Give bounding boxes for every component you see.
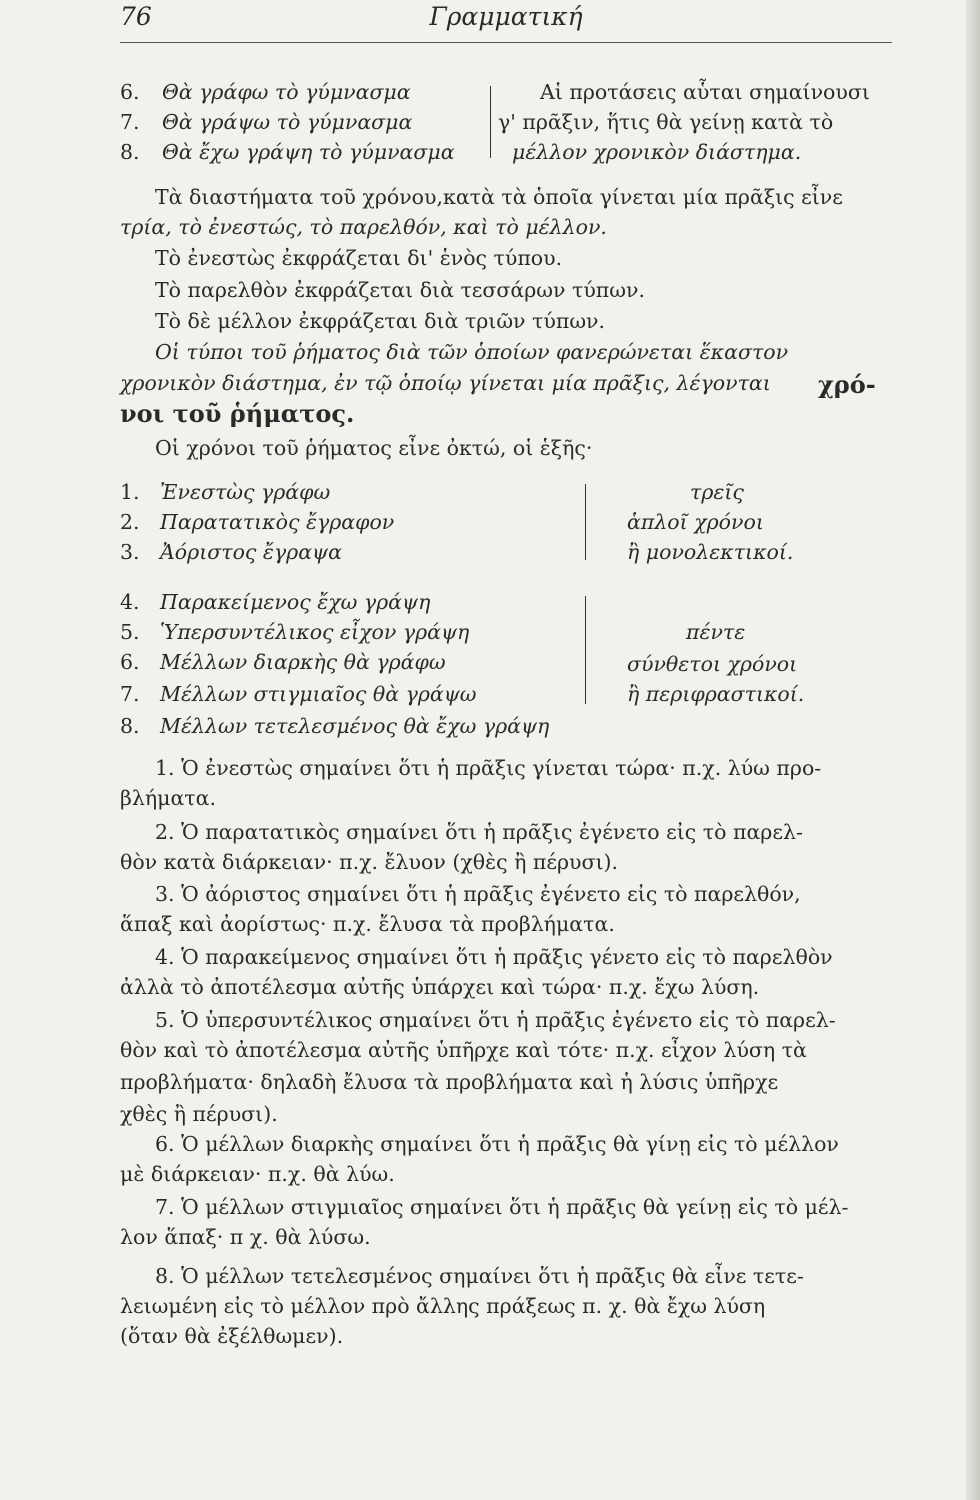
paragraph-line: Τὸ παρελθὸν ἐκφράζεται διὰ τεσσάρων τύπων. <box>155 278 645 302</box>
explanation-line: 6. Ὁ μέλλων διαρκὴς σημαίνει ὅτι ἡ πρᾶξις θὰ γίνῃ εἰς τὸ μέλλον <box>155 1132 839 1156</box>
tense-number: 8. <box>120 714 140 738</box>
term-bold: χρό- <box>818 370 876 399</box>
explanation-line: μὲ διάρκειαν· π.χ. θὰ λύω. <box>120 1162 395 1186</box>
page-number: 76 <box>120 2 152 31</box>
explanation-line: θὸν καὶ τὸ ἀποτέλεσμα αὐτῆς ὑπῆρχε καὶ τότε· π.χ. εἶχον λύση τὰ <box>120 1038 807 1062</box>
tense-number: 3. <box>120 540 140 564</box>
brace <box>490 86 491 158</box>
tense-number: 1. <box>120 480 140 504</box>
tenses-note-line: τρεῖς <box>690 480 744 504</box>
page-edge <box>966 0 980 1500</box>
explanation-line: 5. Ὁ ὑπερσυντέλικος σημαίνει ὅτι ἡ πρᾶξις ἐγένετο εἰς τὸ παρελ- <box>155 1008 836 1032</box>
paragraph-line: Τὸ ἐνεστὼς ἐκφράζεται δι' ἑνὸς τύπου. <box>155 246 563 270</box>
explanation-line: 4. Ὁ παρακείμενος σημαίνει ὅτι ἡ πρᾶξις γένετο εἰς τὸ παρελθὸν <box>155 945 833 969</box>
tense-text: Μέλλων στιγμιαῖος θὰ γράψω <box>160 682 477 706</box>
explanation-line: χθὲς ἢ πέρυσι). <box>120 1102 278 1126</box>
explanation-line: ἀλλὰ τὸ ἀποτέλεσμα αὐτῆς ὑπάρχει καὶ τώρα· π.χ. ἔχω λύση. <box>120 975 760 999</box>
running-title: Γραμματική <box>429 2 583 31</box>
tense-text: Ἐνεστὼς γράφω <box>160 480 331 504</box>
sentence-number: 6. <box>120 80 140 104</box>
brace <box>585 484 586 560</box>
tenses-note-line: πέντε <box>686 620 746 644</box>
page-header <box>120 2 892 42</box>
header-rule <box>120 42 892 43</box>
paragraph-line: τρία, τὸ ἐνεστώς, τὸ παρελθόν, καὶ τὸ μέλλον. <box>120 215 607 239</box>
sentence-text: Θὰ ἔχω γράψη τὸ γύμνασμα <box>162 140 455 164</box>
explanation-line: 8. Ὁ μέλλων τετελεσμένος σημαίνει ὅτι ἡ πρᾶξις θὰ εἶνε τετε- <box>155 1264 804 1288</box>
tenses-note-line: ἢ μονολεκτικοί. <box>627 540 794 564</box>
tense-text: Ὑπερσυντέλικος εἶχον γράψη <box>160 620 470 644</box>
brace <box>585 596 586 704</box>
tense-text: Ἀόριστος ἔγραψα <box>160 540 342 564</box>
explanation-line: λειωμένη εἰς τὸ μέλλον πρὸ ἄλλης πράξεως π. χ. θὰ ἔχω λύση <box>120 1294 766 1318</box>
tense-text: Παρακείμενος ἔχω γράψη <box>160 590 431 614</box>
tenses-note-line: ἢ περιφραστικοί. <box>627 682 805 706</box>
sentences-note-line: γ' πρᾶξιν, ἥτις θὰ γείνῃ κατὰ τὸ <box>498 110 834 134</box>
explanation-line: θὸν κατὰ διάρκειαν· π.χ. ἔλυον (χθὲς ἢ πέρυσι). <box>120 850 619 874</box>
paragraph-line: Τὰ διαστήματα τοῦ χρόνου,κατὰ τὰ ὁποῖα γίνεται μία πρᾶξις εἶνε <box>155 185 843 209</box>
tense-number: 7. <box>120 682 140 706</box>
explanation-line: 1. Ὁ ἐνεστὼς σημαίνει ὅτι ἡ πρᾶξις γίνεται τώρα· π.χ. λύω προ- <box>155 756 822 780</box>
tense-text: Μέλλων τετελεσμένος θὰ ἔχω γράψη <box>160 714 550 738</box>
explanation-line: 3. Ὁ ἀόριστος σημαίνει ὅτι ἡ πρᾶξις ἐγένετο εἰς τὸ παρελθόν, <box>155 882 801 906</box>
tense-text: Παρατατικὸς ἔγραφον <box>160 510 395 534</box>
sentence-text: Θὰ γράφω τὸ γύμνασμα <box>162 80 411 104</box>
tense-text: Μέλλων διαρκὴς θὰ γράφω <box>160 650 446 674</box>
explanation-line: προβλήματα· δηλαδὴ ἔλυσα τὰ προβλήματα καὶ ἡ λύσις ὑπῆρχε <box>120 1070 779 1094</box>
paragraph-line: Οἱ χρόνοι τοῦ ῥήματος εἶνε ὀκτώ, οἱ ἑξῆς· <box>155 436 593 460</box>
explanation-line: 7. Ὁ μέλλων στιγμιαῖος σημαίνει ὅτι ἡ πρᾶξις θὰ γείνῃ εἰς τὸ μέλ- <box>155 1195 849 1219</box>
tense-number: 5. <box>120 620 140 644</box>
explanation-line: βλήματα. <box>120 786 216 810</box>
explanation-line: ἅπαξ καὶ ἀορίστως· π.χ. ἔλυσα τὰ προβλήματα. <box>120 912 615 936</box>
sentence-number: 8. <box>120 140 140 164</box>
tenses-note-line: σύνθετοι χρόνοι <box>627 652 798 676</box>
sentences-note-line: Αἱ προτάσεις αὗται σημαίνουσι <box>540 80 870 104</box>
explanation-line: 2. Ὁ παρατατικὸς σημαίνει ὅτι ἡ πρᾶξις ἐγένετο εἰς τὸ παρελ- <box>155 820 803 844</box>
term-bold: νοι τοῦ ῥήματος. <box>120 399 355 428</box>
paragraph-line: χρονικὸν διάστημα, ἐν τῷ ὁποίῳ γίνεται μία πρᾶξις, λέγονται <box>120 371 771 395</box>
explanation-line: λον ἅπαξ· π χ. θὰ λύσω. <box>120 1225 371 1249</box>
tenses-note-line: ἁπλοῖ χρόνοι <box>627 510 764 534</box>
explanation-line: (ὅταν θὰ ἐξέλθωμεν). <box>120 1324 344 1348</box>
tense-number: 6. <box>120 650 140 674</box>
paragraph-line: Τὸ δὲ μέλλον ἐκφράζεται διὰ τριῶν τύπων. <box>155 309 606 333</box>
sentences-note-line: μέλλον χρονικὸν διάστημα. <box>512 140 802 164</box>
tense-number: 4. <box>120 590 140 614</box>
sentence-text: Θὰ γράψω τὸ γύμνασμα <box>162 110 413 134</box>
sentence-number: 7. <box>120 110 140 134</box>
paragraph-line: Οἱ τύποι τοῦ ῥήματος διὰ τῶν ὁποίων φανερώνεται ἕκαστον <box>155 340 789 364</box>
tense-number: 2. <box>120 510 140 534</box>
